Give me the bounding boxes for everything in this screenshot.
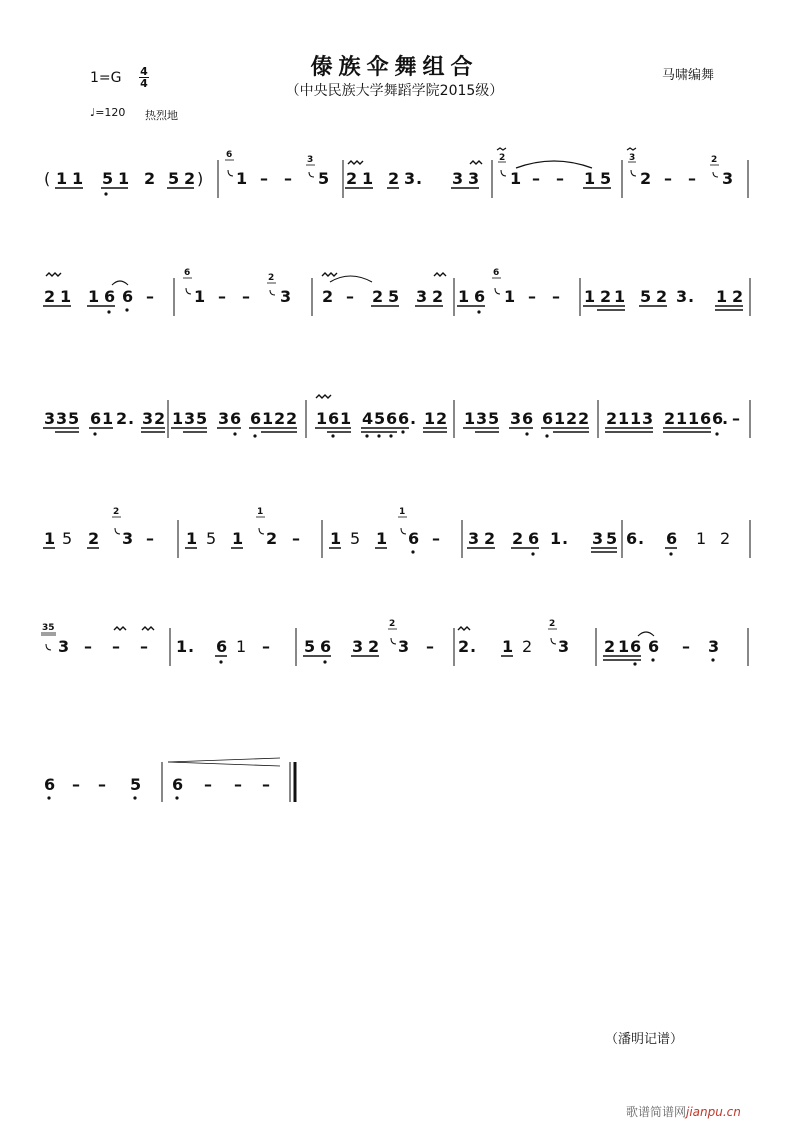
svg-text:–: –	[292, 529, 300, 548]
svg-text:6: 6	[320, 637, 332, 656]
svg-text:2: 2	[154, 409, 166, 428]
arranger-credit: 马啸编舞	[662, 68, 715, 83]
svg-text:1: 1	[56, 169, 68, 188]
svg-text:1: 1	[630, 409, 642, 428]
svg-text:3: 3	[307, 155, 314, 165]
svg-text:3: 3	[629, 153, 636, 163]
score-line-6-svg	[0, 742, 789, 812]
svg-text:–: –	[204, 775, 212, 794]
svg-text:.: .	[638, 529, 645, 548]
svg-text:1: 1	[257, 507, 264, 517]
time-signature-bottom: 4	[140, 77, 148, 90]
svg-text:–: –	[112, 637, 120, 656]
svg-text:6: 6	[216, 637, 228, 656]
svg-text:3: 3	[218, 409, 230, 428]
svg-text:–: –	[284, 169, 292, 188]
svg-text:6: 6	[230, 409, 242, 428]
score-line-1	[0, 140, 789, 200]
svg-text:1: 1	[399, 507, 406, 517]
svg-text:6: 6	[398, 409, 410, 428]
svg-text:2: 2	[578, 409, 590, 428]
svg-text:.: .	[410, 409, 417, 428]
svg-text:–: –	[234, 775, 242, 794]
svg-text:–: –	[732, 409, 740, 428]
svg-text:.: .	[562, 529, 569, 548]
svg-text:–: –	[552, 287, 560, 306]
svg-text:3: 3	[416, 287, 428, 306]
svg-text:.: .	[722, 409, 729, 428]
svg-text:5: 5	[130, 775, 142, 794]
svg-text:–: –	[528, 287, 536, 306]
svg-text:6: 6	[226, 150, 233, 160]
svg-text:–: –	[260, 169, 268, 188]
svg-text:–: –	[532, 169, 540, 188]
svg-text:2: 2	[640, 169, 652, 188]
svg-text:6: 6	[328, 409, 340, 428]
svg-text:2: 2	[144, 169, 156, 188]
watermark-site-name: 歌谱简谱网	[626, 1105, 687, 1119]
svg-text:2: 2	[566, 409, 578, 428]
score-line-5-svg	[0, 618, 789, 678]
svg-text:5: 5	[374, 409, 386, 428]
svg-text:1: 1	[676, 409, 688, 428]
svg-text:5: 5	[168, 169, 180, 188]
watermark-url: jianpu.cn	[686, 1105, 741, 1119]
svg-text:5: 5	[68, 409, 80, 428]
svg-text:3: 3	[56, 409, 68, 428]
svg-text:1: 1	[72, 169, 84, 188]
svg-text:1: 1	[118, 169, 130, 188]
svg-text:3: 3	[676, 287, 688, 306]
svg-text:4: 4	[362, 409, 374, 428]
svg-text:2: 2	[656, 287, 668, 306]
svg-text:1: 1	[688, 409, 700, 428]
tempo-marking: ♩=120	[90, 106, 126, 119]
svg-text:2: 2	[389, 619, 396, 629]
score-line-4	[0, 500, 789, 560]
svg-text:3: 3	[404, 169, 416, 188]
svg-text:1: 1	[502, 637, 514, 656]
svg-text:–: –	[432, 529, 440, 548]
svg-text:3: 3	[468, 529, 480, 548]
svg-text:–: –	[140, 637, 148, 656]
svg-text:1: 1	[330, 529, 342, 548]
svg-text:6: 6	[648, 637, 660, 656]
svg-text:–: –	[98, 775, 106, 794]
svg-text:2: 2	[522, 637, 533, 656]
score-line-4-svg	[0, 500, 789, 560]
svg-text:–: –	[72, 775, 80, 794]
svg-text:1: 1	[172, 409, 184, 428]
svg-text:3: 3	[184, 409, 196, 428]
svg-text:2: 2	[346, 169, 358, 188]
svg-text:3: 3	[558, 637, 570, 656]
svg-text:6: 6	[122, 287, 134, 306]
svg-text:–: –	[242, 287, 250, 306]
svg-text:1: 1	[716, 287, 728, 306]
svg-text:1: 1	[510, 169, 522, 188]
svg-text:–: –	[218, 287, 226, 306]
svg-text:): )	[197, 169, 204, 188]
svg-text:5: 5	[606, 529, 618, 548]
svg-text:5: 5	[488, 409, 500, 428]
svg-text:2: 2	[432, 287, 444, 306]
svg-text:6: 6	[700, 409, 712, 428]
score-line-5	[0, 618, 789, 678]
svg-text:3: 3	[722, 169, 734, 188]
svg-text:6: 6	[104, 287, 116, 306]
svg-text:6: 6	[90, 409, 102, 428]
svg-text:3: 3	[352, 637, 364, 656]
svg-text:1: 1	[88, 287, 100, 306]
svg-text:6: 6	[184, 268, 191, 278]
svg-text:–: –	[688, 169, 696, 188]
time-signature	[139, 66, 149, 89]
svg-text:2: 2	[372, 287, 384, 306]
page-subtitle: （中央民族大学舞蹈学院2015级）	[285, 83, 504, 99]
svg-text:.: .	[128, 409, 135, 428]
svg-text:2: 2	[44, 287, 56, 306]
svg-text:–: –	[664, 169, 672, 188]
svg-text:5: 5	[640, 287, 652, 306]
svg-text:1: 1	[186, 529, 198, 548]
svg-text:6: 6	[386, 409, 398, 428]
svg-text:1: 1	[236, 169, 248, 188]
svg-text:1: 1	[316, 409, 328, 428]
svg-text:3: 3	[452, 169, 464, 188]
score-line-2-svg	[0, 258, 789, 318]
svg-text:2: 2	[88, 529, 100, 548]
svg-text:2: 2	[732, 287, 744, 306]
svg-text:3: 3	[476, 409, 488, 428]
svg-text:2: 2	[606, 409, 618, 428]
svg-text:3: 3	[58, 637, 70, 656]
svg-text:1: 1	[504, 287, 516, 306]
svg-text:6: 6	[44, 775, 56, 794]
svg-text:3: 3	[142, 409, 154, 428]
svg-text:–: –	[682, 637, 690, 656]
svg-text:6: 6	[522, 409, 534, 428]
svg-text:6: 6	[626, 529, 638, 548]
svg-text:–: –	[262, 637, 270, 656]
svg-text:6: 6	[712, 409, 724, 428]
svg-text:5: 5	[600, 169, 612, 188]
svg-text:2: 2	[113, 507, 120, 517]
svg-text:–: –	[84, 637, 92, 656]
svg-text:5: 5	[102, 169, 114, 188]
svg-text:1: 1	[362, 169, 374, 188]
svg-text:2: 2	[484, 529, 496, 548]
svg-text:2: 2	[711, 155, 718, 165]
svg-text:1: 1	[618, 409, 630, 428]
svg-text:5: 5	[62, 529, 73, 548]
svg-text:1: 1	[102, 409, 114, 428]
svg-text:35: 35	[42, 623, 55, 633]
svg-text:2: 2	[512, 529, 524, 548]
svg-text:1: 1	[584, 287, 596, 306]
svg-text:3: 3	[280, 287, 292, 306]
svg-text:1: 1	[614, 287, 626, 306]
svg-text:3: 3	[398, 637, 410, 656]
svg-text:6: 6	[542, 409, 554, 428]
score-line-3	[0, 380, 789, 440]
svg-text:1: 1	[44, 529, 56, 548]
page-title: 傣族伞舞组合	[310, 55, 479, 80]
svg-text:2: 2	[436, 409, 448, 428]
svg-text:2: 2	[116, 409, 128, 428]
key-signature: 1=G	[90, 70, 122, 86]
svg-text:1: 1	[584, 169, 596, 188]
svg-text:1: 1	[550, 529, 562, 548]
score-line-3-svg	[0, 380, 789, 440]
svg-text:1: 1	[618, 637, 630, 656]
svg-text:2: 2	[600, 287, 612, 306]
svg-text:6: 6	[666, 529, 678, 548]
svg-text:–: –	[146, 287, 154, 306]
svg-text:1: 1	[236, 637, 247, 656]
svg-text:2: 2	[268, 273, 275, 283]
svg-text:2: 2	[388, 169, 400, 188]
svg-text:3: 3	[44, 409, 56, 428]
svg-text:2: 2	[274, 409, 286, 428]
svg-text:5: 5	[304, 637, 316, 656]
svg-text:3: 3	[468, 169, 480, 188]
site-watermark	[626, 1103, 741, 1120]
svg-text:2: 2	[184, 169, 196, 188]
svg-text:3: 3	[642, 409, 654, 428]
svg-text:3: 3	[510, 409, 522, 428]
svg-text:1: 1	[194, 287, 206, 306]
score-line-1-svg	[0, 140, 789, 200]
svg-text:–: –	[346, 287, 354, 306]
svg-text:2: 2	[368, 637, 380, 656]
svg-text:1: 1	[340, 409, 352, 428]
svg-text:2: 2	[322, 287, 334, 306]
svg-text:.: .	[188, 637, 195, 656]
svg-text:1: 1	[262, 409, 274, 428]
svg-text:2: 2	[664, 409, 676, 428]
svg-text:5: 5	[206, 529, 217, 548]
svg-text:–: –	[426, 637, 434, 656]
expression-marking: 热烈地	[145, 109, 178, 122]
svg-text:2: 2	[720, 529, 731, 548]
svg-text:6: 6	[630, 637, 642, 656]
svg-text:2: 2	[604, 637, 616, 656]
svg-text:5: 5	[196, 409, 208, 428]
svg-text:5: 5	[350, 529, 361, 548]
svg-text:1: 1	[458, 287, 470, 306]
svg-text:1: 1	[424, 409, 436, 428]
svg-text:6: 6	[493, 268, 500, 278]
svg-text:6: 6	[172, 775, 184, 794]
svg-text:5: 5	[388, 287, 400, 306]
svg-text:1: 1	[696, 529, 707, 548]
svg-text:1: 1	[554, 409, 566, 428]
svg-text:–: –	[556, 169, 564, 188]
svg-text:2: 2	[266, 529, 278, 548]
svg-text:3: 3	[708, 637, 720, 656]
svg-text:6: 6	[408, 529, 420, 548]
svg-text:.: .	[688, 287, 695, 306]
svg-text:(: (	[44, 169, 51, 188]
svg-text:3: 3	[122, 529, 134, 548]
transcriber-credit: （潘明记谱）	[605, 1032, 684, 1047]
svg-text:5: 5	[318, 169, 330, 188]
svg-text:6: 6	[250, 409, 262, 428]
score-line-6	[0, 742, 789, 812]
svg-text:1: 1	[376, 529, 388, 548]
svg-text:3: 3	[592, 529, 604, 548]
svg-text:6: 6	[474, 287, 486, 306]
svg-text:2: 2	[549, 619, 556, 629]
svg-text:1: 1	[232, 529, 244, 548]
svg-text:1: 1	[60, 287, 72, 306]
svg-text:2: 2	[286, 409, 298, 428]
svg-text:6: 6	[528, 529, 540, 548]
svg-text:.: .	[470, 637, 477, 656]
time-signature-top: 4	[140, 65, 148, 78]
svg-text:.: .	[416, 169, 423, 188]
svg-text:2: 2	[499, 153, 506, 163]
svg-text:–: –	[146, 529, 154, 548]
svg-text:1: 1	[176, 637, 188, 656]
score-line-2	[0, 258, 789, 318]
svg-text:–: –	[262, 775, 270, 794]
svg-text:1: 1	[464, 409, 476, 428]
svg-text:2: 2	[458, 637, 470, 656]
